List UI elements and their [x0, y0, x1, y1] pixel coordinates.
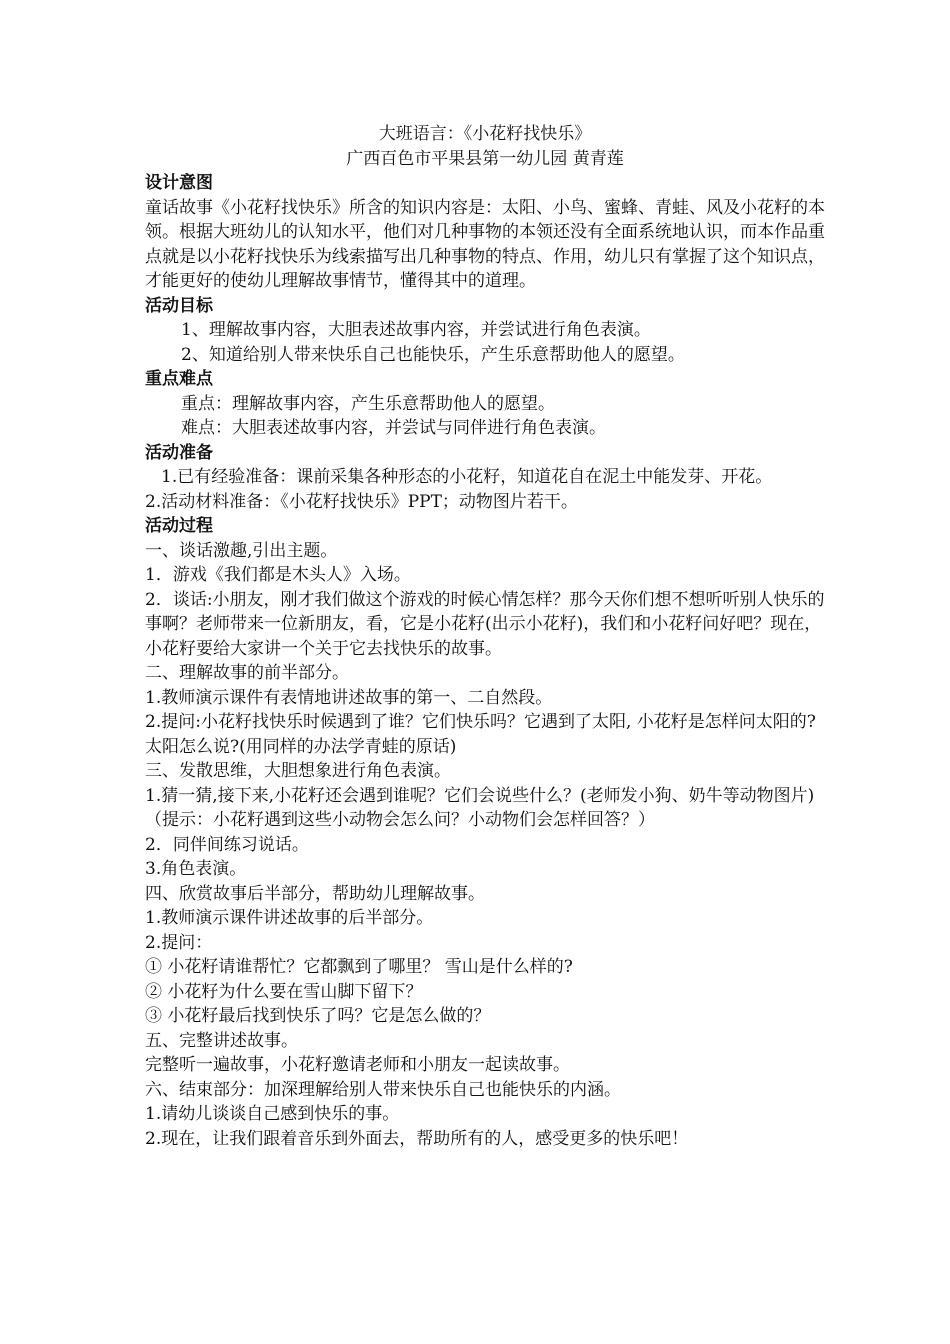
- process-line: （提示：小花籽遇到这些小动物会怎么问？小动物们会怎样回答？）: [145, 810, 655, 830]
- section-heading-design: 设计意图: [145, 173, 213, 193]
- process-list: [145, 539, 825, 1152]
- document-author: 广西百色市平果县第一幼儿园 黄青莲: [346, 148, 624, 169]
- process-line: 1.请幼儿谈谈自己感到快乐的事。: [145, 1104, 400, 1124]
- section-heading-process: 活动过程: [145, 516, 213, 536]
- process-line: 1．游戏《我们都是木头人》入场。: [145, 565, 411, 585]
- process-line: 1.教师演示课件有表情地讲述故事的第一、二自然段。: [145, 687, 553, 708]
- process-line: 2.现在，让我们跟着音乐到外面去，帮助所有的人，感受更多的快乐吧！: [145, 1128, 689, 1149]
- section-heading-key: 重点难点: [145, 369, 213, 389]
- section-heading-goals: 活动目标: [145, 295, 213, 316]
- prep-item: 2.活动材料准备：《小花籽找快乐》PPT；动物图片若干。: [145, 491, 578, 512]
- key-point-item: 重点：理解故事内容，产生乐意帮助他人的愿望。: [181, 393, 555, 414]
- goal-item: 2、知道给别人带来快乐自己也能快乐，产生乐意帮助他人的愿望。: [181, 344, 685, 365]
- process-line: ② 小花籽为什么要在雪山脚下留下？: [145, 981, 423, 1002]
- process-line: 三、发散思维，大胆想象进行角色表演。: [145, 761, 451, 781]
- process-line: 四、欣赏故事后半部分，帮助幼儿理解故事。: [145, 883, 485, 904]
- document-body: [145, 122, 825, 1151]
- process-line: 五、完整讲述故事。: [145, 1030, 298, 1051]
- process-line: 2．同伴间练习说话。: [145, 834, 309, 855]
- process-line: 一、谈话激趣,引出主题。: [145, 540, 338, 561]
- process-line: 六、结束部分：加深理解给别人带来快乐自己也能快乐的内涵。: [145, 1079, 621, 1100]
- section-heading-prep: 活动准备: [145, 442, 213, 463]
- process-line: ① 小花籽请谁帮忙？它都飘到了哪里？ 雪山是什么样的?: [145, 957, 573, 977]
- process-line: 完整听一遍故事，小花籽邀请老师和小朋友一起读故事。: [145, 1055, 570, 1075]
- process-line: 1.教师演示课件讲述故事的后半部分。: [145, 908, 434, 928]
- prep-item: 1.已有经验准备：课前采集各种形态的小花籽，知道花自在泥土中能发芽、开花。: [161, 467, 773, 487]
- document-title: 大班语言：《小花籽找快乐》: [378, 124, 592, 144]
- process-line: 2.提问：: [145, 932, 213, 953]
- design-paragraph: 童话故事《小花籽找快乐》所含的知识内容是：太阳、小鸟、蜜蜂、青蛙、风及小花籽的本领。根据大班幼儿的认知水平，他们对几种事物的本领还没有全面系统地认识，而本作品重点就是以小花籽找快乐为线索描写出几种事物的特点、作用，幼儿只有掌握了这个知识点，才能更好的使幼儿理解故事情节，懂得其中的道理。: [145, 197, 825, 291]
- process-line: 3.角色表演。: [145, 859, 247, 879]
- process-line: 2．谈话:小朋友，刚才我们做这个游戏的时候心情怎样？那今天你们想不想听听别人快乐的事啊？老师带来一位新朋友，看，它是小花籽(出示小花籽)，我们和小花籽问好吧？现在，小花籽要给大家讲一个关于它去找快乐的故事。: [145, 589, 825, 659]
- process-line: 2.提问:小花籽找快乐时候遇到了谁？它们快乐吗？它遇到了太阳, 小花籽是怎样问太阳的?太阳怎么说?(用同样的办法学青蛙的原话): [145, 712, 816, 757]
- goal-item: 1、理解故事内容，大胆表述故事内容，并尝试进行角色表演。: [181, 320, 651, 340]
- process-line: ③ 小花籽最后找到快乐了吗？它是怎么做的？: [145, 1006, 491, 1026]
- difficult-point-item: 难点：大胆表述故事内容，并尝试与同伴进行角色表演。: [181, 418, 606, 438]
- process-line: 1.猜一猜,接下来,小花籽还会遇到谁呢？它们会说些什么？(老师发小狗、奶牛等动物图片): [145, 785, 815, 806]
- process-line: 二、理解故事的前半部分。: [145, 663, 349, 683]
